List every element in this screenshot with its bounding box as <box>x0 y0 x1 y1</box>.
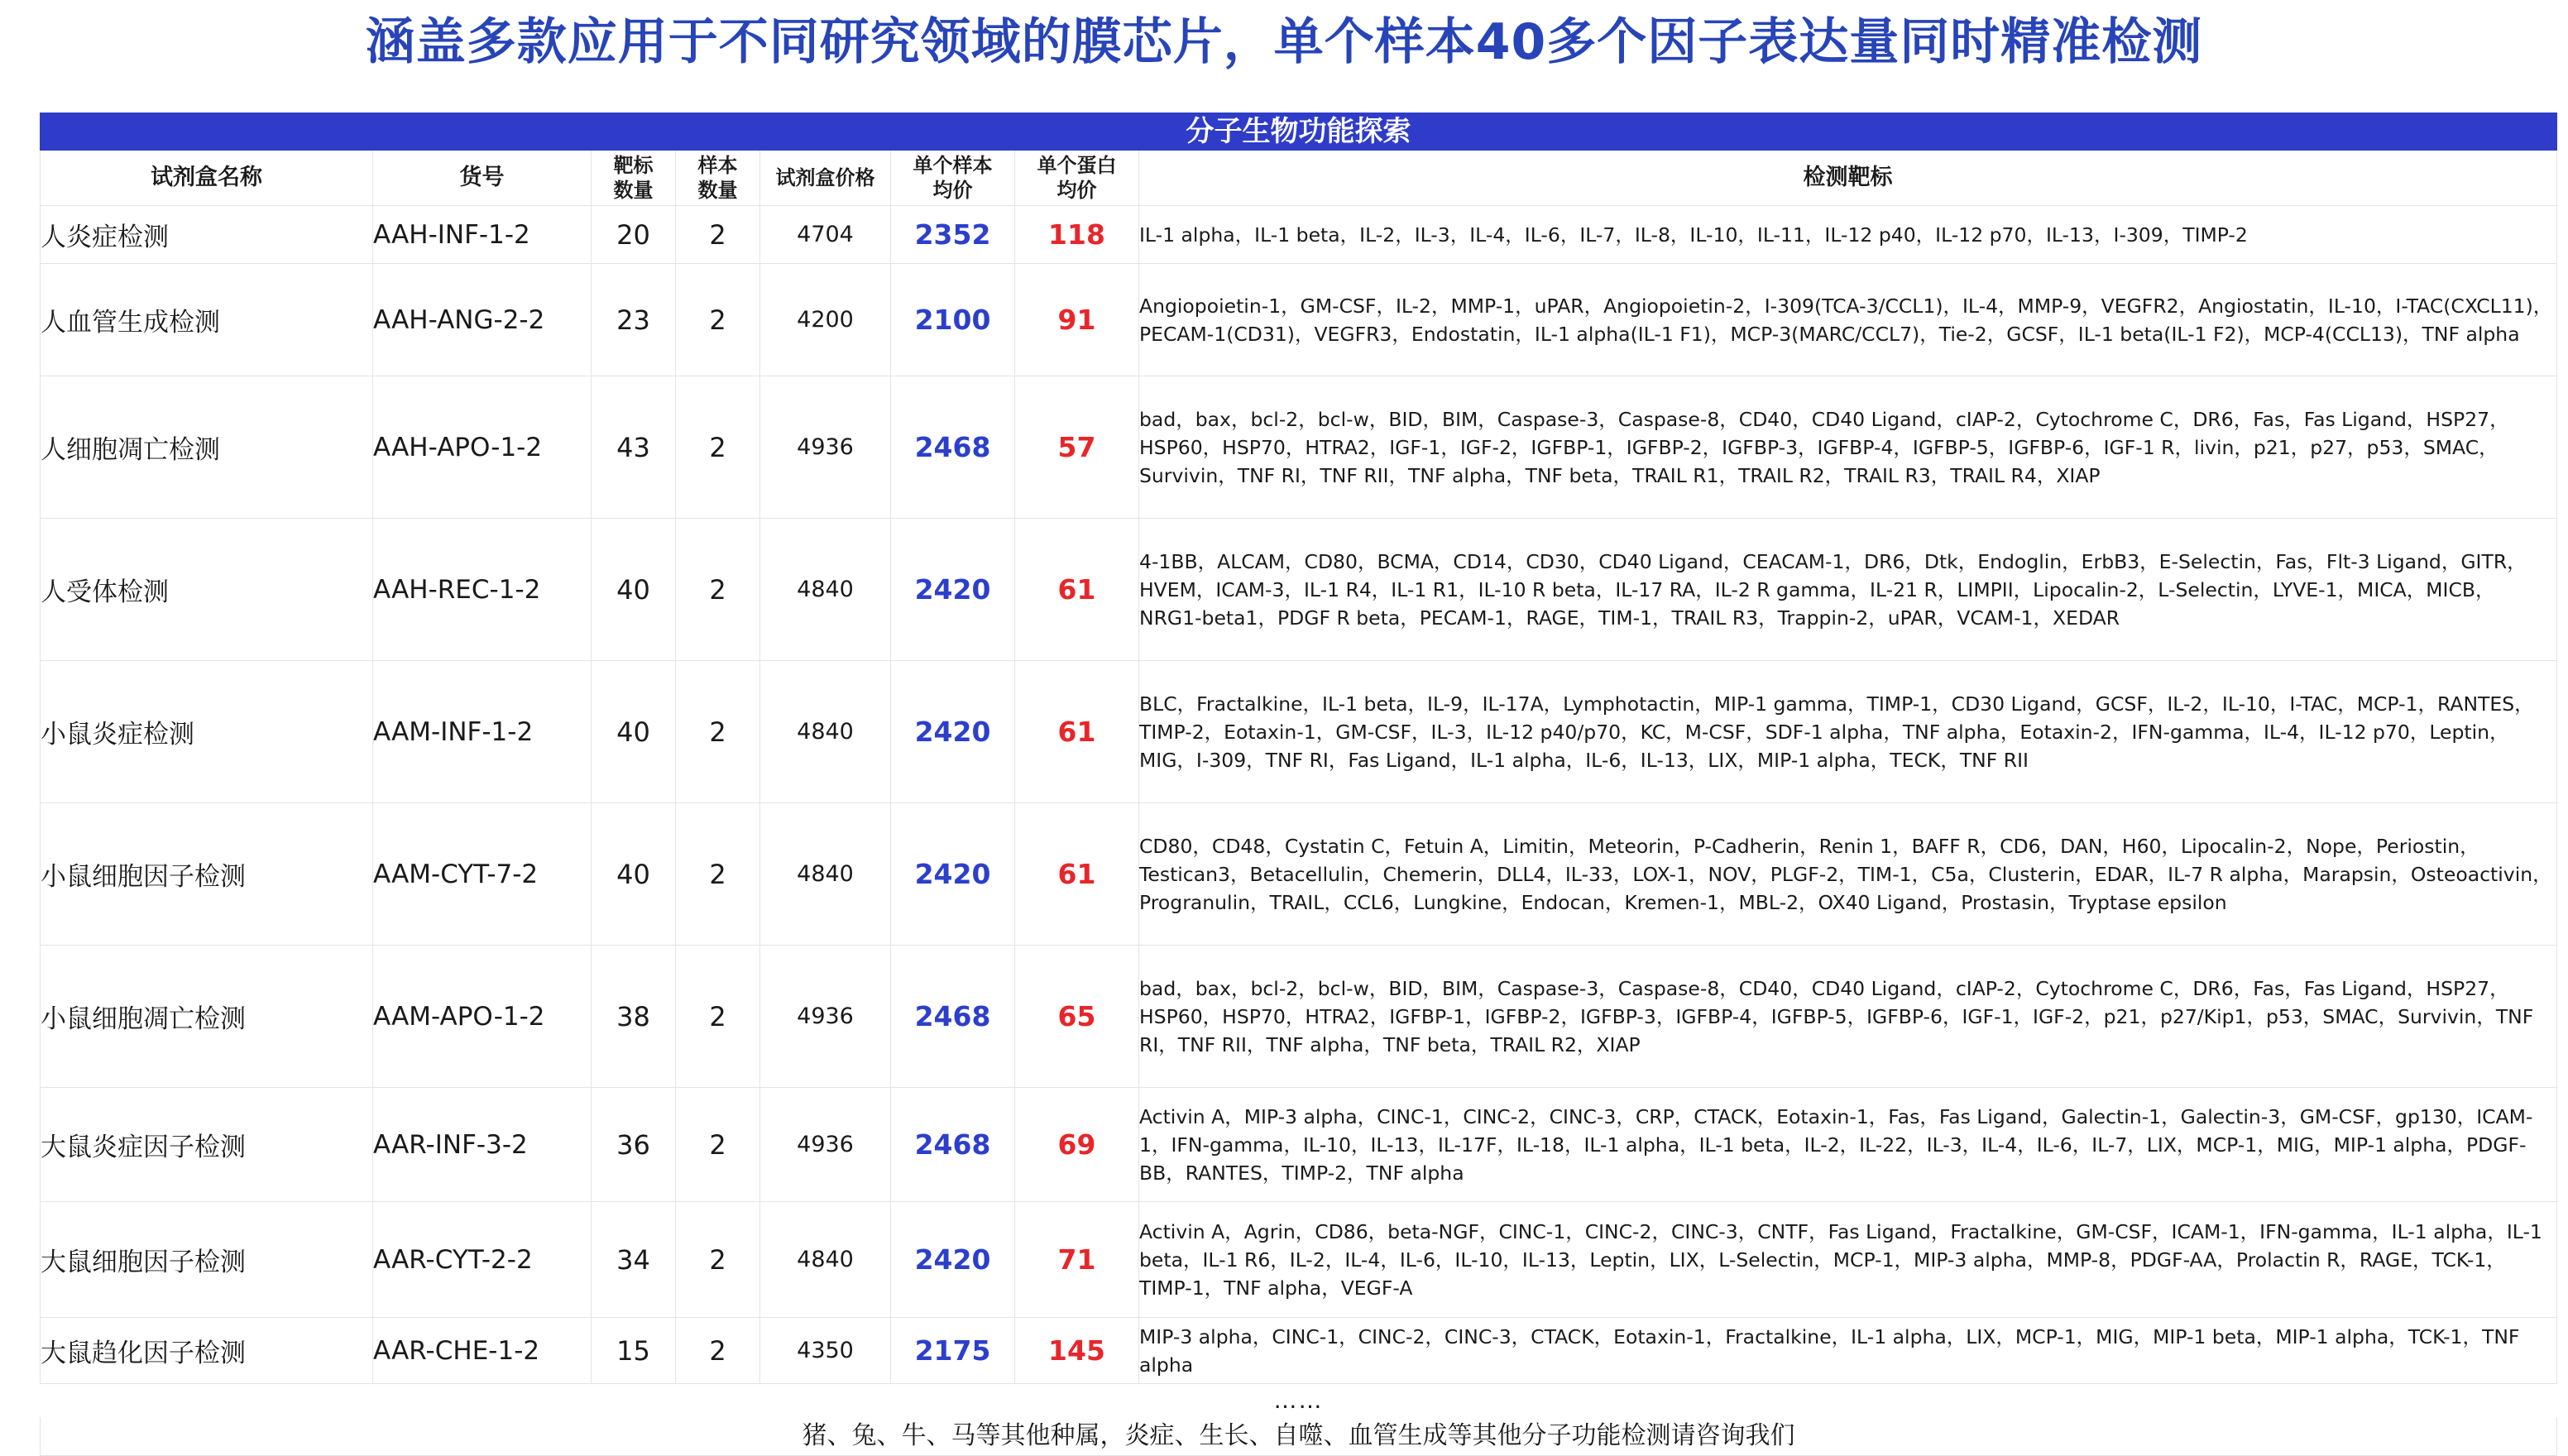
col-header-per-protein-l1: 单个蛋白 <box>1037 154 1117 177</box>
kit-per-sample: 2175 <box>891 1318 1015 1384</box>
col-header-per-protein <box>1015 151 1139 206</box>
header-row <box>41 151 2557 206</box>
kit-per-protein: 91 <box>1015 264 1139 376</box>
kit-per-protein: 61 <box>1015 661 1139 803</box>
kit-catalog: AAM-APO-1-2 <box>373 946 592 1088</box>
col-header-price: 试剂盒价格 <box>760 151 891 206</box>
col-header-target-count-l1: 靶标 <box>613 154 654 177</box>
kit-price: 4840 <box>760 803 891 946</box>
kit-name: 人受体检测 <box>41 519 373 661</box>
col-header-target-count-l2: 数量 <box>613 179 654 202</box>
table-row <box>41 661 2557 803</box>
kit-per-protein: 69 <box>1015 1088 1139 1202</box>
col-header-targets: 检测靶标 <box>1139 151 2557 206</box>
kit-name: 小鼠炎症检测 <box>41 661 373 803</box>
kit-per-sample: 2468 <box>891 946 1015 1088</box>
kit-catalog: AAH-ANG-2-2 <box>373 264 592 376</box>
kit-per-sample: 2420 <box>891 803 1015 946</box>
kit-price: 4840 <box>760 519 891 661</box>
kit-price: 4350 <box>760 1318 891 1384</box>
kit-per-sample: 2420 <box>891 519 1015 661</box>
table-row <box>41 264 2557 376</box>
kit-per-sample: 2468 <box>891 1088 1015 1202</box>
kit-target-count: 20 <box>592 206 676 264</box>
kit-target-count: 15 <box>592 1318 676 1384</box>
kit-catalog: AAH-INF-1-2 <box>373 206 592 264</box>
kit-target-count: 40 <box>592 661 676 803</box>
table-row <box>41 1318 2557 1384</box>
kit-name: 人细胞凋亡检测 <box>41 376 373 519</box>
kit-targets: Activin A，Agrin，CD86，beta-NGF，CINC-1，CINC-2，CINC-3，CNTF，Fas Ligand，Fractalkine，GM-CSF，ICAM-1，IFN-gamma，IL-1 alpha，IL-1 beta，IL-1 R6，IL-2，IL-4，IL-6，IL-10，IL-13，Leptin，LIX，L-Selectin，MCP-1，MIP-3 alpha，MMP-8，PDGF-AA，Prolactin R，RAGE，TCK-1，TIMP-1，TNF alpha，VEGF-A <box>1139 1202 2557 1318</box>
ellipsis-row: …… <box>1273 1387 1324 1414</box>
table-row <box>41 519 2557 661</box>
kit-per-sample: 2420 <box>891 1202 1015 1318</box>
kit-name: 大鼠炎症因子检测 <box>41 1088 373 1202</box>
col-header-per-sample <box>891 151 1015 206</box>
kit-targets: CD80，CD48，Cystatin C，Fetuin A，Limitin，Meteorin，P-Cadherin，Renin 1，BAFF R，CD6，DAN，H60，Lipocalin-2，Nope，Periostin，Testican3，Betacellulin，Chemerin，DLL4，IL-33，LOX-1，NOV，PLGF-2，TIM-1，C5a，Clusterin，EDAR，IL-7 R alpha，Marapsin，Osteoactivin，Progranulin，TRAIL，CCL6，Lungkine，Endocan，Kremen-1，MBL-2，OX40 Ligand，Prostasin，Tryptase epsilon <box>1139 803 2557 946</box>
col-header-target-count <box>592 151 676 206</box>
col-header-samples-l1: 样本 <box>697 154 738 177</box>
table-row <box>41 376 2557 519</box>
kit-price: 4200 <box>760 264 891 376</box>
table-row <box>41 1088 2557 1202</box>
kit-per-protein: 71 <box>1015 1202 1139 1318</box>
kit-catalog: AAH-REC-1-2 <box>373 519 592 661</box>
kit-samples: 2 <box>676 519 760 661</box>
kit-target-count: 43 <box>592 376 676 519</box>
kit-price: 4936 <box>760 1088 891 1202</box>
table-row <box>41 206 2557 264</box>
kit-samples: 2 <box>676 1202 760 1318</box>
kit-targets: IL-1 alpha，IL-1 beta，IL-2，IL-3，IL-4，IL-6，IL-7，IL-8，IL-10，IL-11，IL-12 p40，IL-12 p70，IL-13，I-309，TIMP-2 <box>1139 206 2557 264</box>
kit-target-count: 34 <box>592 1202 676 1318</box>
col-header-catalog: 货号 <box>373 151 592 206</box>
kit-price: 4840 <box>760 1202 891 1318</box>
col-header-per-protein-l2: 均价 <box>1056 179 1097 202</box>
kit-price: 4704 <box>760 206 891 264</box>
kit-target-count: 40 <box>592 803 676 946</box>
kit-per-protein: 61 <box>1015 519 1139 661</box>
col-header-per-sample-l2: 均价 <box>932 179 973 202</box>
kit-name: 小鼠细胞因子检测 <box>41 803 373 946</box>
col-header-samples-l2: 数量 <box>697 179 738 202</box>
table-row <box>41 1202 2557 1318</box>
kit-targets: bad，bax，bcl-2，bcl-w，BID，BIM，Caspase-3，Caspase-8，CD40，CD40 Ligand，cIAP-2，Cytochrome C，DR6，Fas，Fas Ligand，HSP27，HSP60，HSP70，HTRA2，IGF-1，IGF-2，IGFBP-1，IGFBP-2，IGFBP-3，IGFBP-4，IGFBP-5，IGFBP-6，IGF-1 R，livin，p21，p27，p53，SMAC，Survivin，TNF RI，TNF RII，TNF alpha，TNF beta，TRAIL R1，TRAIL R2，TRAIL R3，TRAIL R4，XIAP <box>1139 376 2557 519</box>
kit-name: 小鼠细胞凋亡检测 <box>41 946 373 1088</box>
kit-catalog: AAR-CYT-2-2 <box>373 1202 592 1318</box>
kit-samples: 2 <box>676 376 760 519</box>
kit-targets: Angiopoietin-1，GM-CSF，IL-2，MMP-1，uPAR，Angiopoietin-2，I-309(TCA-3/CCL1)，IL-4，MMP-9，VEGFR2，Angiostatin，IL-10，I-TAC(CXCL11)，PECAM-1(CD31)，VEGFR3，Endostatin，IL-1 alpha(IL-1 F1)，MCP-3(MARC/CCL7)，Tie-2，GCSF，IL-1 beta(IL-1 F2)，MCP-4(CCL13)，TNF alpha <box>1139 264 2557 376</box>
kit-price: 4936 <box>760 376 891 519</box>
kit-catalog: AAH-APO-1-2 <box>373 376 592 519</box>
table-row <box>41 803 2557 946</box>
kit-name: 大鼠细胞因子检测 <box>41 1202 373 1318</box>
kit-per-protein: 61 <box>1015 803 1139 946</box>
kit-per-protein: 145 <box>1015 1318 1139 1384</box>
page-headline: 涵盖多款应用于不同研究领域的膜芯片，单个样本40多个因子表达量同时精准检测 <box>365 13 2203 71</box>
kit-samples: 2 <box>676 264 760 376</box>
kit-target-count: 40 <box>592 519 676 661</box>
kit-per-sample: 2420 <box>891 661 1015 803</box>
kit-samples: 2 <box>676 803 760 946</box>
section-banner: 分子生物功能探索 <box>41 113 2557 151</box>
kit-target-count: 36 <box>592 1088 676 1202</box>
col-header-per-sample-l1: 单个样本 <box>913 154 993 177</box>
kit-samples: 2 <box>676 1088 760 1202</box>
kit-name: 人炎症检测 <box>41 206 373 264</box>
kit-per-protein: 65 <box>1015 946 1139 1088</box>
kit-catalog: AAR-INF-3-2 <box>373 1088 592 1202</box>
kit-per-sample: 2100 <box>891 264 1015 376</box>
kit-samples: 2 <box>676 1318 760 1384</box>
kit-name: 大鼠趋化因子检测 <box>41 1318 373 1384</box>
kit-catalog: AAM-INF-1-2 <box>373 661 592 803</box>
col-header-name: 试剂盒名称 <box>41 151 373 206</box>
kit-target-count: 38 <box>592 946 676 1088</box>
kit-per-sample: 2468 <box>891 376 1015 519</box>
table-row <box>41 946 2557 1088</box>
kit-catalog: AAM-CYT-7-2 <box>373 803 592 946</box>
kit-per-protein: 118 <box>1015 206 1139 264</box>
kit-name: 人血管生成检测 <box>41 264 373 376</box>
kit-price: 4840 <box>760 661 891 803</box>
kit-targets: BLC，Fractalkine，IL-1 beta，IL-9，IL-17A，Lymphotactin，MIP-1 gamma，TIMP-1，CD30 Ligand，GCSF，IL-2，IL-10，I-TAC，MCP-1，RANTES，TIMP-2，Eotaxin-1，GM-CSF，IL-3，IL-12 p40/p70，KC，M-CSF，SDF-1 alpha，TNF alpha，Eotaxin-2，IFN-gamma，IL-4，IL-12 p70，Leptin，MIG，I-309，TNF RI，Fas Ligand，IL-1 alpha，IL-6，IL-13，LIX，MIP-1 alpha，TECK，TNF RII <box>1139 661 2557 803</box>
kit-targets: Activin A，MIP-3 alpha，CINC-1，CINC-2，CINC-3，CRP，CTACK，Eotaxin-1，Fas，Fas Ligand，Galectin-1，Galectin-3，GM-CSF，gp130，ICAM-1，IFN-gamma，IL-10，IL-13，IL-17F，IL-18，IL-1 alpha，IL-1 beta，IL-2，IL-22，IL-3，IL-4，IL-6，IL-7，LIX，MCP-1，MIG，MIP-1 alpha，PDGF-BB，RANTES，TIMP-2，TNF alpha <box>1139 1088 2557 1202</box>
kit-targets: MIP-3 alpha，CINC-1，CINC-2，CINC-3，CTACK，Eotaxin-1，Fractalkine，IL-1 alpha，LIX，MCP-1，MIG，MIP-1 beta，MIP-1 alpha，TCK-1，TNF alpha <box>1139 1318 2557 1384</box>
kit-table <box>40 113 2557 1456</box>
kit-catalog: AAR-CHE-1-2 <box>373 1318 592 1384</box>
col-header-samples <box>676 151 760 206</box>
kit-target-count: 23 <box>592 264 676 376</box>
kit-per-sample: 2352 <box>891 206 1015 264</box>
kit-price: 4936 <box>760 946 891 1088</box>
kit-samples: 2 <box>676 661 760 803</box>
kit-targets: bad，bax，bcl-2，bcl-w，BID，BIM，Caspase-3，Caspase-8，CD40，CD40 Ligand，cIAP-2，Cytochrome C，DR6，Fas，Fas Ligand，HSP27，HSP60，HSP70，HTRA2，IGFBP-1，IGFBP-2，IGFBP-3，IGFBP-4，IGFBP-5，IGFBP-6，IGF-1，IGF-2，p21，p27/Kip1，p53，SMAC，Survivin，TNF RI，TNF RII，TNF alpha，TNF beta，TRAIL R2，XIAP <box>1139 946 2557 1088</box>
kit-samples: 2 <box>676 946 760 1088</box>
kit-samples: 2 <box>676 206 760 264</box>
footer-note: 猪、兔、牛、马等其他种属，炎症、生长、自噬、血管生成等其他分子功能检测请咨询我们 <box>41 1417 2557 1456</box>
kit-targets: 4-1BB，ALCAM，CD80，BCMA，CD14，CD30，CD40 Ligand，CEACAM-1，DR6，Dtk，Endoglin，ErbB3，E-Selectin，Fas，Flt-3 Ligand，GITR，HVEM，ICAM-3，IL-1 R4，IL-1 R1，IL-10 R beta，IL-17 RA，IL-2 R gamma，IL-21 R，LIMPII，Lipocalin-2，L-Selectin，LYVE-1，MICA，MICB，NRG1-beta1，PDGF R beta，PECAM-1，RAGE，TIM-1，TRAIL R3，Trappin-2，uPAR，VCAM-1，XEDAR <box>1139 519 2557 661</box>
kit-per-protein: 57 <box>1015 376 1139 519</box>
